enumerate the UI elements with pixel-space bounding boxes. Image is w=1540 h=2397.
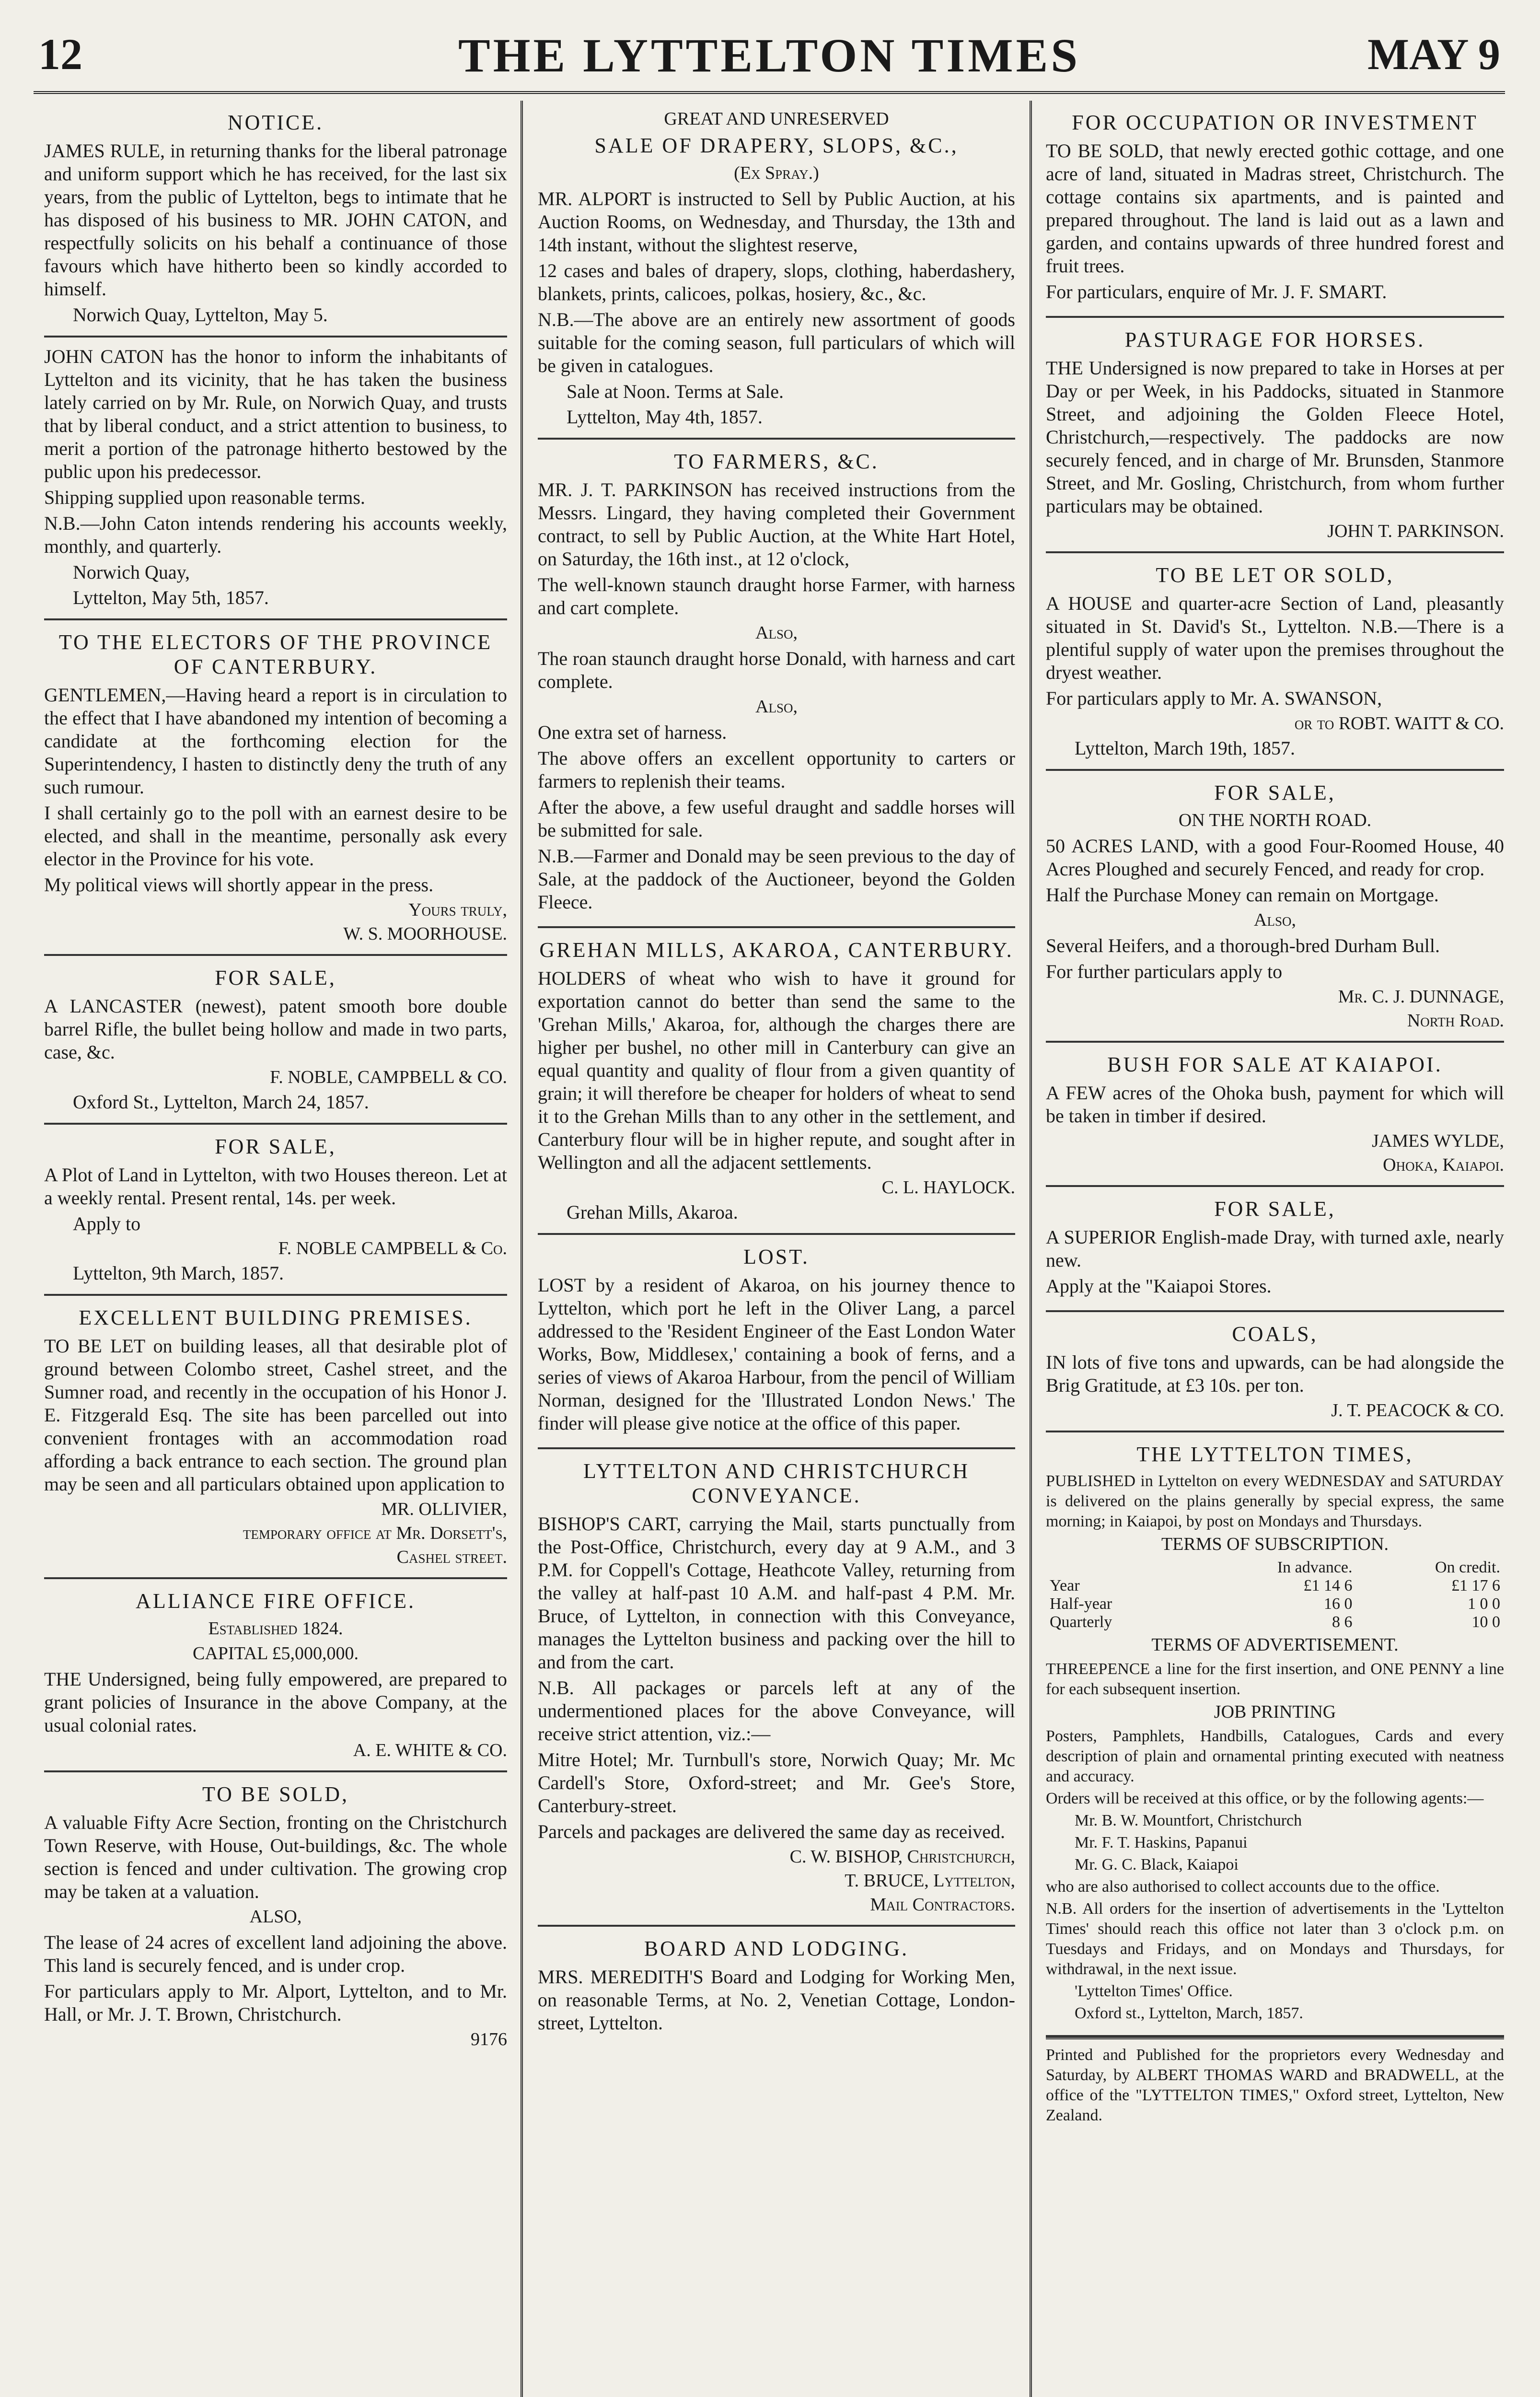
advert-building xyxy=(44,1296,507,1579)
advert-section xyxy=(44,1772,507,2060)
advert-rifle xyxy=(44,956,507,1125)
advert-line: For particulars apply to Mr. Alport, Lyttelton, and to Mr. Hall, or Mr. J. T. Brown, Christchurch. xyxy=(44,1980,507,2025)
advert-body: JOHN CATON has the honor to inform the inhabitants of Lyttelton and its vicinity, that he has taken the business lately carried on by Mr. Rule, on Norwich Quay, and trusts that by liberal conduct, and a strict attention to business, to merit a portion of the patronage hitherto bestowed by the public upon his predecessor. xyxy=(44,346,507,482)
advert-line: The above offers an excellent opportunity to carters or farmers to replenish their teams. xyxy=(538,747,1015,792)
advert-signature: F. NOBLE, CAMPBELL & CO. xyxy=(270,1067,507,1087)
advert-body: A FEW acres of the Ohoka bush, payment for which will be taken in timber if desired. xyxy=(1046,1082,1504,1127)
advert-lost xyxy=(538,1235,1015,1449)
column-3 xyxy=(1035,101,1515,2397)
page-number: 12 xyxy=(38,30,82,79)
column-rule xyxy=(1030,101,1032,2397)
table-cell: 8 6 xyxy=(1332,1613,1353,1631)
advert-line: temporary office at Mr. Dorsett's, xyxy=(243,1523,507,1543)
advert-signature: C. W. BISHOP, Christchurch, xyxy=(789,1847,1015,1867)
advert-line: My political views will shortly appear in the press. xyxy=(44,874,434,896)
advert-body: A HOUSE and quarter-acre Section of Land, pleasantly situated in St. David's St., Lyttelton. N.B.—There is a plentiful supply of water upon the premises throughout the dryest weather. xyxy=(1046,593,1504,683)
advert-line: The roan staunch draught horse Donald, with harness and cart complete. xyxy=(538,648,1015,692)
column-rule xyxy=(521,101,523,2397)
advert-body: A Plot of Land in Lyttelton, with two Houses thereon. Let at a weekly rental. Present rental, 14s. per week. xyxy=(44,1164,507,1209)
advert-caton xyxy=(44,337,507,620)
advert-signature: F. NOBLE CAMPBELL & Co. xyxy=(278,1238,507,1258)
advert-line: Several Heifers, and a thorough-bred Durham Bull. xyxy=(1046,935,1440,956)
table-cell: Year xyxy=(1050,1577,1080,1594)
table-header: In advance. xyxy=(1277,1559,1353,1576)
newspaper-title: THE LYTTELTON TIMES xyxy=(458,29,1080,82)
advert-heading: LOST. xyxy=(743,1245,810,1268)
table-cell: £1 14 6 xyxy=(1303,1577,1353,1594)
advert-heading: BUSH FOR SALE AT KAIAPOI. xyxy=(1107,1053,1443,1076)
advert-heading: PASTURAGE FOR HORSES. xyxy=(1124,328,1425,351)
advert-body: MR. J. T. PARKINSON has received instructions from the Messrs. Lingard, they having completed their Government contract, to sell by Public Auction, at the White Hart Hotel, on Saturday, the 16th inst., at 12 o'clock, xyxy=(538,479,1015,570)
advert-also: Also, xyxy=(1254,910,1296,930)
terms-heading: TERMS OF SUBSCRIPTION. xyxy=(1161,1534,1389,1554)
orders-note: N.B. All orders for the insertion of advertisements in the 'Lyttelton Times' should reach this office not later than 3 o'clock p.m. on Tuesdays and Fridays, and on Mondays and Thursdays, for withdrawal, in the next issue. xyxy=(1046,1900,1504,1978)
advert-heading: TO BE SOLD, xyxy=(202,1782,349,1806)
advert-electors xyxy=(44,620,507,956)
table-cell: 16 0 xyxy=(1324,1595,1353,1613)
advert-line: Apply to xyxy=(73,1213,141,1234)
advert-heading: SALE OF DRAPERY, SLOPS, &C., xyxy=(594,134,959,157)
advert-conveyance xyxy=(538,1449,1015,1927)
advert-line: 12 cases and bales of drapery, slops, clothing, haberdashery, blankets, prints, calicoes, polkas, hosiery, &c., &c. xyxy=(538,260,1015,304)
advert-date: Lyttelton, May 4th, 1857. xyxy=(567,406,763,428)
advert-heading: FOR SALE, xyxy=(215,966,336,989)
advert-body: IN lots of five tons and upwards, can be had alongside the Brig Gratitude, at £3 10s. per ton. xyxy=(1046,1351,1504,1396)
table-row xyxy=(1046,1613,1504,1631)
office-date: Oxford st., Lyttelton, March, 1857. xyxy=(1075,2004,1303,2022)
subscription-table xyxy=(1046,1559,1504,1631)
advert-line: Shipping supplied upon reasonable terms. xyxy=(44,487,365,508)
advert-line: One extra set of harness. xyxy=(538,721,727,743)
advert-pasturage xyxy=(1046,318,1504,553)
advert-signature: W. S. MOORHOUSE. xyxy=(343,924,507,944)
advert-body: A LANCASTER (newest), patent smooth bore double barrel Rifle, the bullet being hollow and made in two parts, case, &c. xyxy=(44,995,507,1063)
agent-entry: Mr. G. C. Black, Kaiapoi xyxy=(1075,1856,1239,1873)
advert-subheading: (Ex Spray.) xyxy=(734,163,819,183)
advert-heading: GREHAN MILLS, AKAROA, CANTERBURY. xyxy=(539,938,1014,962)
advert-body: THE Undersigned is now prepared to take in Horses at per Day or per Week, in his Paddocks, situated in Stanmore Street, and adjoining the Golden Fleece Hotel, Christchurch,—respectively. The paddocks are now securely fenced, and in charge of Mr. Brunsden, Stanmore Street, and Mr. Gosling, Christchurch, from whom further particulars may be obtained. xyxy=(1046,357,1504,517)
advert-close: Yours truly, xyxy=(408,900,507,920)
advertisement-terms: THREEPENCE a line for the first insertion, and ONE PENNY a line for each subsequent insertion. xyxy=(1046,1660,1504,1698)
advert-line: or to ROBT. WAITT & CO. xyxy=(1294,713,1504,733)
table-cell: 1 0 0 xyxy=(1468,1595,1500,1613)
advert-body: MRS. MEREDITH'S Board and Lodging for Working Men, on reasonable Terms, at No. 2, Venetian Cottage, London-street, Lyttelton. xyxy=(538,1966,1015,2034)
advert-line: Sale at Noon. Terms at Sale. xyxy=(567,381,784,402)
job-printing-body: Posters, Pamphlets, Handbills, Catalogues, Cards and every description of plain and ornamental printing executed with neatness and accuracy. xyxy=(1046,1727,1504,1785)
advert-body: MR. ALPORT is instructed to Sell by Public Auction, at his Auction Rooms, on Wednesday, and Thursday, the 13th and 14th instant, without the slightest reserve, xyxy=(538,188,1015,256)
advert-heading: COALS, xyxy=(1232,1322,1318,1346)
agent-entry: Mr. F. T. Haskins, Papanui xyxy=(1075,1834,1248,1851)
agent-entry: Mr. B. W. Mountfort, Christchurch xyxy=(1075,1812,1302,1829)
advert-place: North Road. xyxy=(1407,1011,1504,1031)
issue-date: MAY 9 xyxy=(1367,30,1500,79)
advert-north-road xyxy=(1046,771,1504,1043)
table-row xyxy=(1046,1577,1504,1595)
advert-grehan-mills xyxy=(538,928,1015,1235)
advert-line: N.B.—The above are an entirely new assortment of goods suitable for the coming season, full particulars of which will be given in catalogues. xyxy=(538,309,1015,376)
table-header: On credit. xyxy=(1435,1559,1500,1576)
advert-body: GENTLEMEN,—Having heard a report is in circulation to the effect that I have abandoned my intention of becoming a candidate at the forthcoming election for the Superintendency, I hasten to distinctly deny the truth of any such rumour. xyxy=(44,684,507,798)
advert-line: The well-known staunch draught horse Farmer, with harness and cart complete. xyxy=(538,574,1015,618)
advert-heading: FOR OCCUPATION OR INVESTMENT xyxy=(1072,111,1478,134)
advert-signature: J. T. PEACOCK & CO. xyxy=(1331,1400,1504,1420)
advert-line: Mitre Hotel; Mr. Turnbull's store, Norwich Quay; Mr. Mc Cardell's Store, Oxford-street; and Mr. Gee's Store, Canterbury-street. xyxy=(538,1749,1015,1816)
advert-drapery-sale xyxy=(538,101,1015,440)
advert-line: N.B.—John Caton intends rendering his accounts weekly, monthly, and quarterly. xyxy=(44,512,507,557)
advert-signature: JOHN T. PARKINSON. xyxy=(1327,521,1504,541)
advert-signature: Mr. C. J. DUNNAGE, xyxy=(1338,987,1504,1007)
advert-body: A SUPERIOR English-made Dray, with turned axle, nearly new. xyxy=(1046,1226,1504,1271)
masthead xyxy=(34,19,1505,94)
table-cell: £1 17 6 xyxy=(1451,1577,1500,1594)
advert-line: The lease of 24 acres of excellent land adjoining the above. This land is securely fenced, and is under crop. xyxy=(44,1932,507,1976)
advert-dray xyxy=(1046,1187,1504,1312)
advert-line: Half the Purchase Money can remain on Mortgage. xyxy=(1046,884,1439,906)
advert-body: PUBLISHED in Lyttelton on every WEDNESDAY and SATURDAY is delivered on the plains generally by special express, the same morning; in Kaiapoi, by post on Mondays and Thursdays. xyxy=(1046,1472,1504,1530)
advert-signature: JAMES WYLDE, xyxy=(1372,1131,1504,1151)
advert-occupation xyxy=(1046,101,1504,318)
advert-signature: MR. OLLIVIER, xyxy=(381,1499,507,1519)
advert-line: After the above, a few useful draught and saddle horses will be submitted for sale. xyxy=(538,796,1015,841)
table-header-row xyxy=(1046,1559,1504,1577)
advert-also: Also, xyxy=(755,697,798,717)
advert-board-lodging xyxy=(538,1927,1015,2047)
advert-body: TO BE SOLD, that newly erected gothic cottage, and one acre of land, situated in Madras street, Christchurch. The cottage contains six apartments, and is painted and prepared throughout. The land is laid out as a lawn and garden, and contains upwards of three hundred forest and fruit trees. xyxy=(1046,140,1504,277)
advertisement-terms-heading: TERMS OF ADVERTISEMENT. xyxy=(1151,1635,1399,1655)
advert-line: N.B.—Farmer and Donald may be seen previous to the day of Sale, at the paddock of the Auctioneer, beyond the Golden Fleece. xyxy=(538,845,1015,913)
table-cell: Quarterly xyxy=(1050,1613,1112,1631)
advert-heading: FOR SALE, xyxy=(1214,1197,1336,1221)
advert-heading: NOTICE. xyxy=(227,111,324,134)
agents-note: who are also authorised to collect accounts due to the office. xyxy=(1046,1878,1440,1896)
advert-body: HOLDERS of wheat who wish to have it ground for exportation cannot do better than send the same to the 'Grehan Mills,' Akaroa, for, although the charges there are higher per bushel, no other mill in Canterbury can give an equal quantity and quality of flour from a given quantity of grain; it will therefore be cheaper for holders of wheat to send it to the Grehan Mills than to any other in the settlement, and Canterbury flour will be in higher repute, and sought after in Wellington and all the adjacent settlements. xyxy=(538,967,1015,1173)
advert-body: BISHOP'S CART, carrying the Mail, starts punctually from the Post-Office, Christchurch, every day at 9 A.M., and 3 P.M. for Coppell's Cottage, Heathcote Valley, returning from the valley at half-past 10 A.M. and half-past 4 P.M. Mr. Bruce, of Lyttelton, in connection with this Conveyance, manages the Lyttelton business and packing over the hill to and from the cart. xyxy=(538,1513,1015,1673)
advert-heading: THE LYTTELTON TIMES, xyxy=(1136,1443,1413,1466)
advert-signature: A. E. WHITE & CO. xyxy=(353,1740,507,1760)
advert-also: Also, xyxy=(755,623,798,643)
advert-let-or-sold xyxy=(1046,553,1504,771)
advert-heading: LYTTELTON AND CHRISTCHURCH CONVEYANCE. xyxy=(583,1459,970,1507)
advert-heading: TO BE LET OR SOLD, xyxy=(1156,563,1394,587)
job-printing-heading: JOB PRINTING xyxy=(1214,1702,1336,1722)
advert-signature: T. BRUCE, Lyttelton, xyxy=(845,1871,1015,1891)
advert-coals xyxy=(1046,1312,1504,1432)
advert-heading: FOR SALE, xyxy=(215,1135,336,1158)
advert-plot xyxy=(44,1125,507,1296)
advert-body: THE Undersigned, being fully empowered, are prepared to grant policies of Insurance in the above Company, at the usual colonial rates. xyxy=(44,1668,507,1736)
advert-signature: C. L. HAYLOCK. xyxy=(881,1177,1015,1198)
advert-line: For particulars apply to Mr. A. SWANSON, xyxy=(1046,687,1382,709)
advert-subheading: ON THE NORTH ROAD. xyxy=(1178,810,1372,830)
advert-date: Oxford St., Lyttelton, March 24, 1857. xyxy=(73,1091,369,1113)
advert-also: ALSO, xyxy=(249,1907,302,1927)
advert-line: Parcels and packages are delivered the same day as received. xyxy=(538,1821,1006,1842)
advert-line: I shall certainly go to the poll with an earnest desire to be elected, and shall in the meantime, personally ask every elector in the Province for his vote. xyxy=(44,802,507,870)
advert-place: Norwich Quay, xyxy=(73,561,190,583)
advert-alliance xyxy=(44,1579,507,1772)
advert-line: Apply at the "Kaiapoi Stores. xyxy=(1046,1275,1272,1297)
advert-date: Lyttelton, March 19th, 1857. xyxy=(1075,737,1295,759)
advert-body: 50 ACRES LAND, with a good Four-Roomed House, 40 Acres Ploughed and securely Fenced, and ready for crop. xyxy=(1046,835,1504,880)
advert-date: Norwich Quay, Lyttelton, May 5. xyxy=(73,304,328,326)
advert-line: Cashel street. xyxy=(396,1547,507,1567)
advert-kicker: GREAT AND UNRESERVED xyxy=(664,109,889,129)
table-cell: Half-year xyxy=(1050,1595,1112,1613)
advert-date: Lyttelton, May 5th, 1857. xyxy=(73,587,269,608)
advert-line: N.B. All packages or parcels left at any of the undermentioned places for the above Conveyance, will receive strict attention, viz.:— xyxy=(538,1677,1015,1745)
advert-body: A valuable Fifty Acre Section, fronting on the Christchurch Town Reserve, with House, Out-buildings, &c. The whole section is fenced and under cultivation. The growing crop may be taken at a valuation. xyxy=(44,1812,507,1902)
advert-lyttelton-times-terms xyxy=(1046,1432,1504,2037)
advert-established: Established 1824. xyxy=(208,1618,343,1639)
table-cell: 10 0 xyxy=(1471,1613,1500,1631)
column-1 xyxy=(34,101,518,2397)
table-row xyxy=(1046,1595,1504,1613)
advert-place: Ohoka, Kaiapoi. xyxy=(1383,1155,1504,1175)
advert-line: For further particulars apply to xyxy=(1046,961,1283,982)
advert-body: LOST by a resident of Akaroa, on his journey thence to Lyttelton, which port he left in the Oliver Lang, a parcel addressed to the 'Resident Engineer of the East London Water Works, Bow, Middlesex,' containing a book of ferns, and a series of views of Akaroa Harbour, from the pencil of William Norman, designed for the 'Illustrated London News.' The finder will please give notice at the office of this paper. xyxy=(538,1274,1015,1434)
advert-bush xyxy=(1046,1043,1504,1187)
advert-signature: Mail Contractors. xyxy=(870,1895,1015,1915)
advert-capital: CAPITAL £5,000,000. xyxy=(193,1643,359,1664)
advert-place: Grehan Mills, Akaroa. xyxy=(567,1201,738,1223)
advert-heading: TO FARMERS, &C. xyxy=(674,450,879,473)
agents-intro: Orders will be received at this office, or by the following agents:— xyxy=(1046,1790,1484,1807)
advert-date: Lyttelton, 9th March, 1857. xyxy=(73,1262,284,1284)
office-name: 'Lyttelton Times' Office. xyxy=(1075,1982,1233,2000)
column-2 xyxy=(527,101,1026,2397)
advert-number: 9176 xyxy=(471,2029,507,2049)
advert-heading: EXCELLENT BUILDING PREMISES. xyxy=(79,1306,473,1329)
advert-notice-rule xyxy=(44,101,507,337)
advert-body: TO BE LET on building leases, all that desirable plot of ground between Colombo street, Cashel street, and the Sumner road, and recently in the occupation of his Honor J. E. Fitzgerald Esq. The site has been parcelled out into convenient frontages with an accommodation road affording a back entrance to each section. The ground plan may be seen and all particulars obtained upon application to xyxy=(44,1335,507,1495)
imprint-footer: Printed and Published for the proprietors every Wednesday and Saturday, by ALBERT THOMAS WARD and BRADWELL, at the office of the "LYTTELTON TIMES," Oxford street, Lyttelton, New Zealand. xyxy=(1046,2037,1504,2126)
advert-line: For particulars, enquire of Mr. J. F. SMART. xyxy=(1046,281,1387,303)
advert-heading: BOARD AND LODGING. xyxy=(644,1937,909,1960)
advert-heading: ALLIANCE FIRE OFFICE. xyxy=(136,1589,416,1613)
advert-heading: FOR SALE, xyxy=(1214,781,1336,804)
advert-body: JAMES RULE, in returning thanks for the liberal patronage and uniform support which he has received, for the last six years, from the public of Lyttelton, begs to intimate that he has disposed of his business to MR. JOHN CATON, and respectfully solicits on his behalf a continuance of those favours which have hitherto been so kindly accorded to himself. xyxy=(44,140,507,300)
advert-farmers xyxy=(538,440,1015,928)
advert-heading: TO THE ELECTORS OF THE PROVINCE OF CANTERBURY. xyxy=(58,630,493,678)
